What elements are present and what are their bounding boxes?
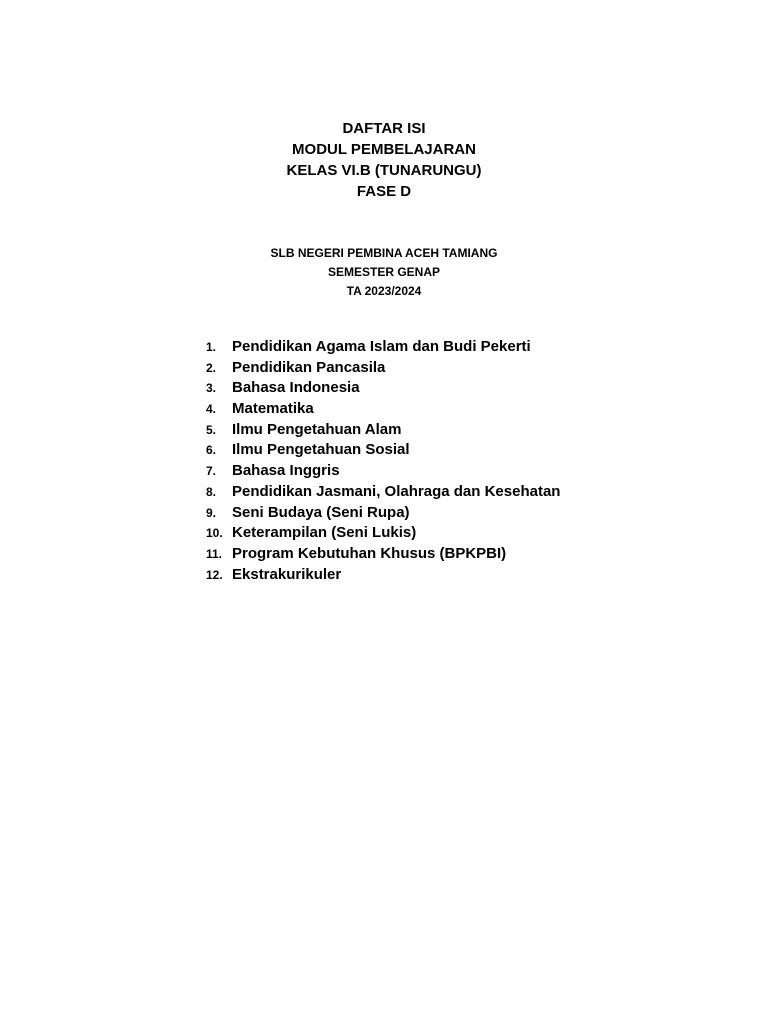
academic-year: TA 2023/2024 xyxy=(346,284,422,298)
class-title: KELAS VI.B (TUNARUNGU) xyxy=(286,162,482,179)
toc-item-label: Pendidikan Agama Islam dan Budi Pekerti xyxy=(232,338,531,355)
toc-item-number: 5. xyxy=(206,422,217,437)
toc-item xyxy=(203,338,723,359)
toc-item-label: Keterampilan (Seni Lukis) xyxy=(232,524,417,542)
toc-item-label: Ilmu Pengetahuan Sosial xyxy=(232,441,410,459)
toc-item-number: 1. xyxy=(206,340,217,354)
toc-item xyxy=(203,566,723,587)
toc-item xyxy=(203,359,723,380)
toc-item-number: 8. xyxy=(206,484,217,499)
toc-item-number: 12. xyxy=(206,567,223,582)
table-of-contents-list xyxy=(203,338,723,586)
toc-item xyxy=(203,504,723,525)
toc-item xyxy=(203,483,723,504)
toc-item-label: Seni Budaya (Seni Rupa) xyxy=(232,503,410,521)
toc-item xyxy=(203,545,723,566)
school-name: SLB NEGERI PEMBINA ACEH TAMIANG xyxy=(270,246,498,260)
semester-label: SEMESTER GENAP xyxy=(327,265,441,279)
toc-item xyxy=(203,400,723,421)
toc-item xyxy=(203,462,723,483)
toc-item xyxy=(203,421,723,442)
school-info-block xyxy=(0,244,768,301)
toc-item xyxy=(203,379,723,400)
toc-item-number: 10. xyxy=(206,526,223,541)
phase-title: FASE D xyxy=(356,183,412,200)
toc-item-label: Bahasa Indonesia xyxy=(232,379,360,397)
document-title: DAFTAR ISI xyxy=(342,120,426,137)
toc-item-label: Ilmu Pengetahuan Alam xyxy=(232,420,402,438)
toc-item xyxy=(203,441,723,462)
toc-item-label: Pendidikan Pancasila xyxy=(232,358,386,376)
toc-item-number: 7. xyxy=(206,464,217,479)
toc-item-label: Matematika xyxy=(232,400,314,418)
document-title-block xyxy=(0,118,768,202)
toc-item-number: 3. xyxy=(206,381,217,396)
toc-item-label: Pendidikan Jasmani, Olahraga dan Kesehatan xyxy=(232,482,561,500)
toc-item-number: 6. xyxy=(206,443,217,458)
module-title: MODUL PEMBELAJARAN xyxy=(292,141,476,158)
toc-item-label: Bahasa Inggris xyxy=(232,462,340,480)
toc-item xyxy=(203,524,723,545)
toc-item-number: 9. xyxy=(206,505,217,520)
toc-item-number: 11. xyxy=(206,546,223,561)
toc-item-label: Program Kebutuhan Khusus (BPKPBI) xyxy=(232,544,507,562)
toc-item-number: 4. xyxy=(206,402,217,417)
toc-item-number: 2. xyxy=(206,360,217,375)
toc-item-label: Ekstrakurikuler xyxy=(232,565,342,583)
